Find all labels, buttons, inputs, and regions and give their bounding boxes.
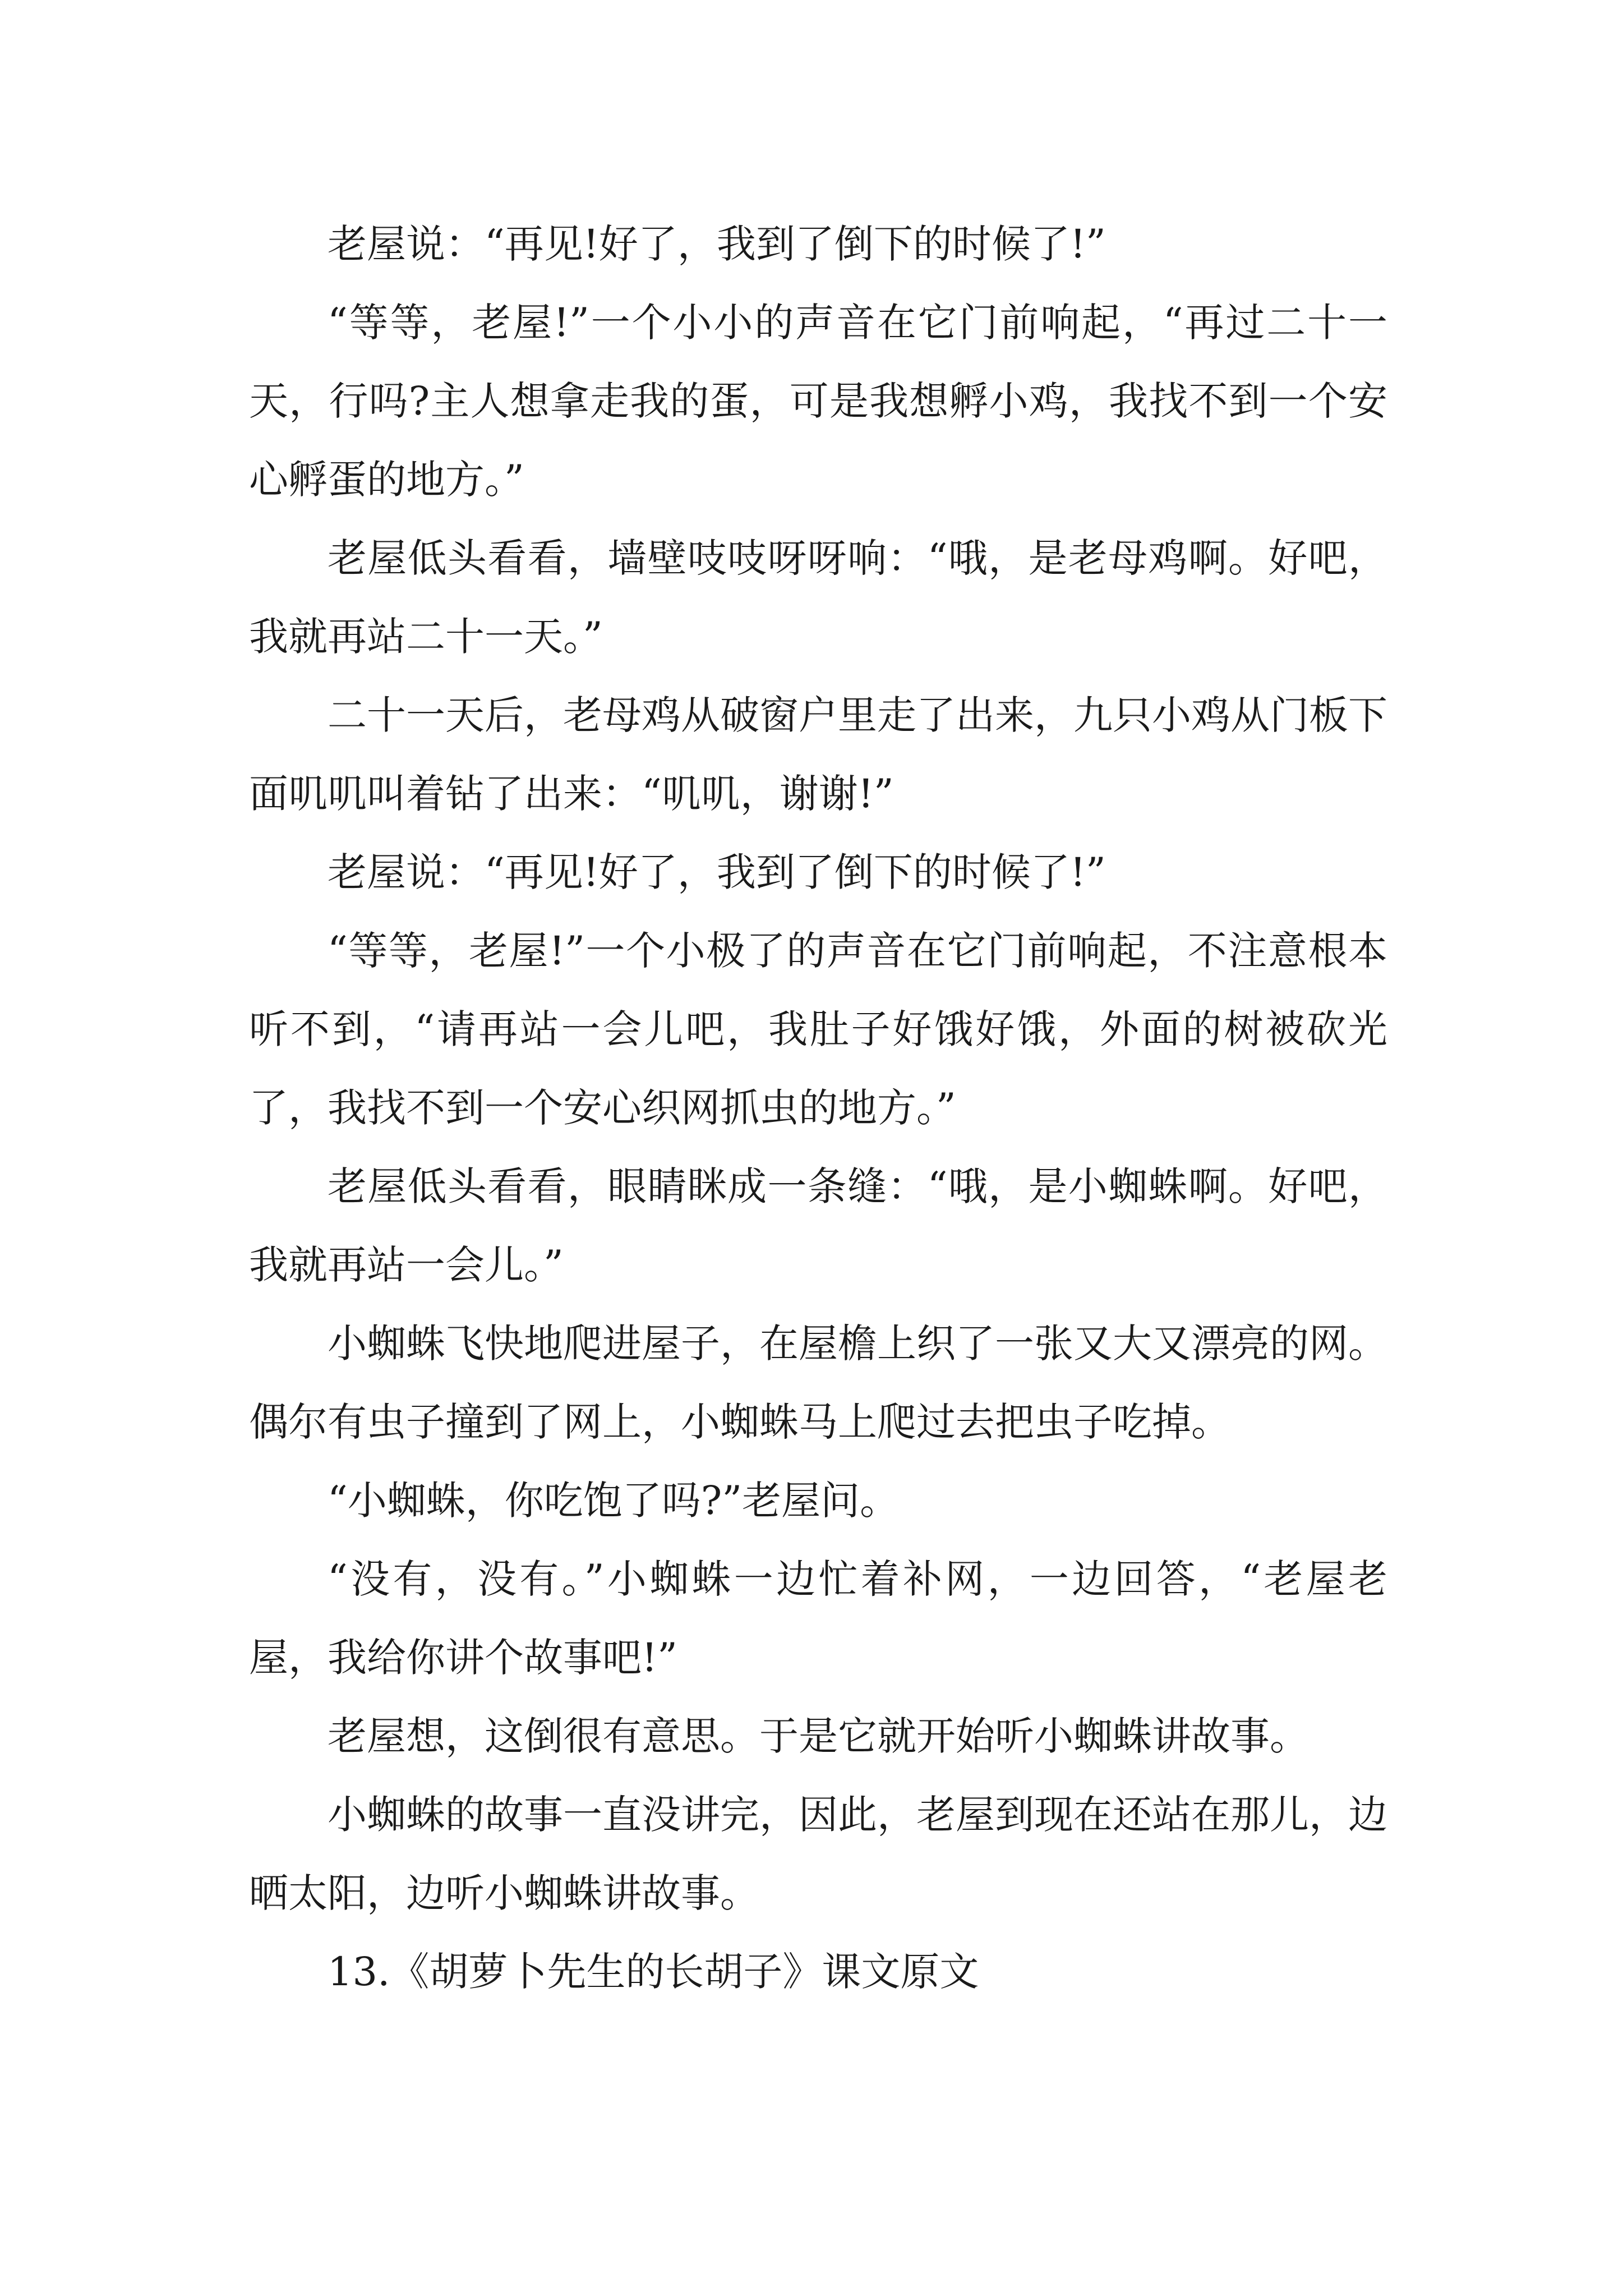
paragraph: “小蜘蛛，你吃饱了吗?”老屋问。 [328, 1478, 900, 1524]
paragraph: 小蜘蛛的故事一直没讲完，因此，老屋到现在还站在那儿，边晒太阳，边听小蜘蛛讲故事。 [249, 1792, 1387, 1916]
paragraph: 老屋低头看看，墙壁吱吱呀呀响：“哦，是老母鸡啊。好吧，我就再站二十一天。” [249, 535, 1387, 660]
document-body [249, 205, 1387, 2011]
section-heading: 13.《胡萝卜先生的长胡子》课文原文 [328, 1949, 979, 1995]
paragraph: “等等，老屋!”一个小小的声音在它门前响起，“再过二十一天，行吗?主人想拿走我的蛋，可是我想孵小鸡，我找不到一个安心孵蛋的地方。” [249, 300, 1387, 503]
paragraph: 老屋说：“再见!好了，我到了倒下的时候了!” [328, 849, 1106, 895]
paragraph: 老屋想，这倒很有意思。于是它就开始听小蜘蛛讲故事。 [328, 1713, 1309, 1759]
paragraph: “等等，老屋!”一个小极了的声音在它门前响起，不注意根本听不到，“请再站一会儿吧，我肚子好饿好饿，外面的树被砍光了，我找不到一个安心织网抓虫的地方。” [249, 928, 1387, 1131]
paragraph: 二十一天后，老母鸡从破窗户里走了出来，九只小鸡从门板下面叽叽叫着钻了出来：“叽叽，谢谢!” [249, 692, 1387, 817]
paragraph: “没有，没有。”小蜘蛛一边忙着补网，一边回答，“老屋老屋，我给你讲个故事吧!” [249, 1556, 1387, 1681]
paragraph: 老屋低头看看，眼睛眯成一条缝：“哦，是小蜘蛛啊。好吧，我就再站一会儿。” [249, 1163, 1387, 1288]
paragraph: 老屋说：“再见!好了，我到了倒下的时候了!” [328, 221, 1106, 267]
paragraph: 小蜘蛛飞快地爬进屋子，在屋檐上织了一张又大又漂亮的网。偶尔有虫子撞到了网上，小蜘蛛马上爬过去把虫子吃掉。 [249, 1320, 1387, 1445]
